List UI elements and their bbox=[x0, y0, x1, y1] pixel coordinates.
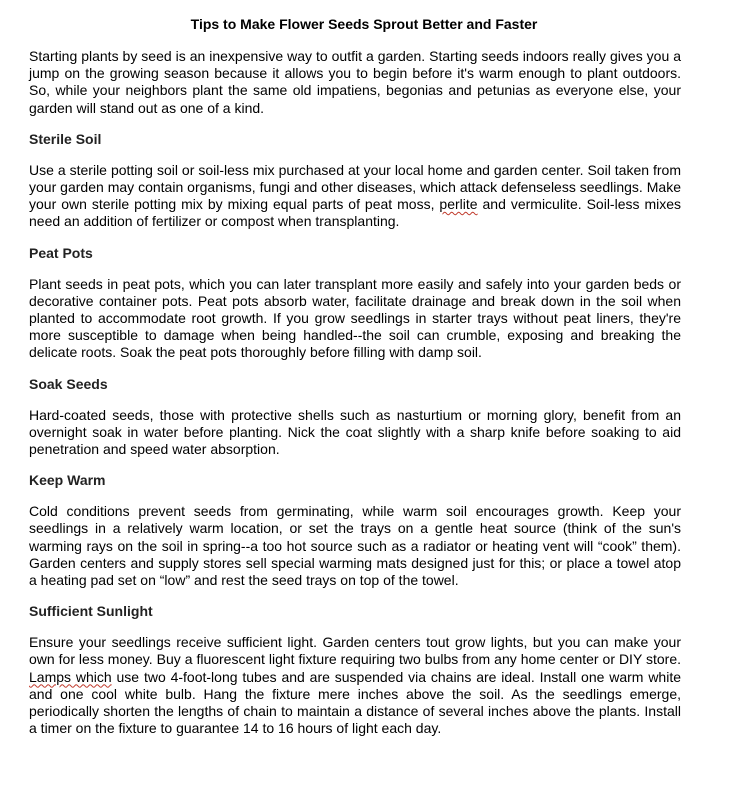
section-heading-peat-pots: Peat Pots bbox=[29, 244, 93, 261]
grammar-flagged-phrase[interactable]: Lamps which bbox=[29, 668, 112, 685]
section-heading-soak-seeds: Soak Seeds bbox=[29, 375, 108, 392]
section-heading-keep-warm: Keep Warm bbox=[29, 472, 106, 489]
body-text: Use a sterile potting soil or soil-less mix purchased at your local home and garden center. Soil taken from your garden may contain organisms, fungi and other diseases, which attack defenseless seedlings. Make your own sterile potting mix by mixing equal parts of peat moss, bbox=[29, 161, 681, 213]
section-body-keep-warm: Cold conditions prevent seeds from germinating, while warm soil encourages growth. Keep your seedlings in a relatively warm location, or set the trays on a gentle heat source (think of the sun's warming rays on the soil in spring--a too hot source such as a radiator or heating vent will “cook” them). Garden centers and supply stores sell special warming mats designed just for this; or place a towel atop a heating pad set on “low” and rest the seed trays on top of the towel. bbox=[29, 503, 681, 589]
body-text: use two 4-foot-long tubes and are suspended via chains are ideal. Install one warm white and one cool white bulb. Hang the fixture mere inches above the soil. As the seedlings emerge, periodically shorten the lengths of chain to maintain a distance of several inches above the plants. Install a timer on the fixture to guarantee 14 to 16 hours of light each day. bbox=[29, 668, 681, 737]
section-heading-sufficient-sunlight: Sufficient Sunlight bbox=[29, 603, 153, 620]
spelling-flagged-word[interactable]: perlite bbox=[439, 196, 478, 213]
body-text: Ensure your seedlings receive sufficient light. Garden centers tout grow lights, but you can make your own for less money. Buy a fluorescent light fixture requiring two bulbs from any home center or DIY store. bbox=[29, 634, 681, 668]
section-heading-sterile-soil: Sterile Soil bbox=[29, 130, 102, 147]
section-body-sufficient-sunlight bbox=[29, 634, 681, 737]
body-text: and vermiculite. Soil-less mixes need an addition of fertilizer or compost when transplanting. bbox=[29, 196, 681, 230]
intro-paragraph: Starting plants by seed is an inexpensive way to outfit a garden. Starting seeds indoors really gives you a jump on the growing season because it allows you to begin before it's warm enough to plant outdoors. So, while your neighbors plant the same old impatiens, begonias and petunias as everyone else, your garden will stand out as one of a kind. bbox=[29, 48, 681, 116]
section-body-sterile-soil bbox=[29, 162, 681, 231]
document-page bbox=[29, 14, 681, 737]
section-body-soak-seeds: Hard-coated seeds, those with protective shells such as nasturtium or morning glory, benefit from an overnight soak in water before planting. Nick the coat slightly with a sharp knife before soaking to aid penetration and speed water absorption. bbox=[29, 406, 681, 458]
section-body-peat-pots: Plant seeds in peat pots, which you can later transplant more easily and safely into your garden beds or decorative container pots. Peat pots absorb water, facilitate drainage and break down in the soil when planted to accommodate root growth. If you grow seedlings in starter trays without peat liners, they're more susceptible to damage when being handled--the soil can crumble, exposing and breaking the delicate roots. Soak the peat pots thoroughly before filling with damp soil. bbox=[29, 275, 681, 361]
document-title: Tips to Make Flower Seeds Sprout Better and Faster bbox=[190, 16, 538, 32]
